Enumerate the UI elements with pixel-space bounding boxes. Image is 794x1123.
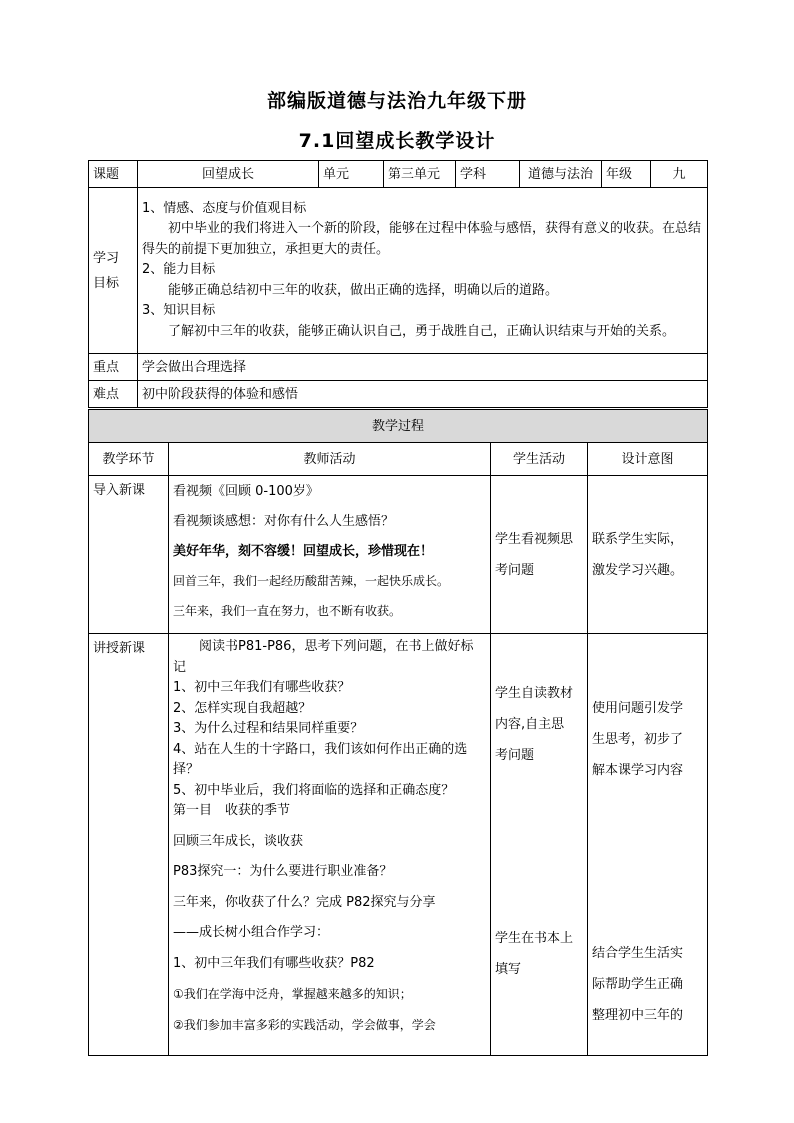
lecture-s8: ②我们参加丰富多彩的实践活动，学会做事，学会 xyxy=(173,1017,436,1032)
intro-t3: 美好年华，刻不容缓！回望成长，珍惜现在！ xyxy=(173,544,434,559)
process-title-row xyxy=(89,410,708,443)
difficult-point-value: 初中阶段获得的体验和感悟 xyxy=(138,381,708,408)
col-header-teacher: 教师活动 xyxy=(169,443,491,476)
topic-label: 课题 xyxy=(89,161,138,188)
intro-intent-l1: 联系学生实际， xyxy=(592,531,684,547)
process-title: 教学过程 xyxy=(89,410,708,443)
goal-2-title: 2、能力目标 xyxy=(142,262,216,278)
intro-t2: 看视频谈感想：对你有什么人生感悟？ xyxy=(173,514,395,529)
intro-student xyxy=(491,476,588,634)
lecture-intent-b1: 结合学生生活实 xyxy=(592,946,684,961)
document-subtitle: 7.1回望成长教学设计 xyxy=(298,130,496,152)
lecture-s4: 三年来，你收获了什么？完成 P82探究与分享 xyxy=(173,894,436,910)
lecture-student-a1: 学生自读教材 xyxy=(495,686,574,701)
lecture-s7: ①我们在学海中泛舟，掌握越来越多的知识； xyxy=(173,987,412,1001)
goals-label xyxy=(89,188,138,354)
lecture-row xyxy=(89,634,708,1056)
intro-intent-l2: 激发学习兴趣。 xyxy=(592,562,684,578)
info-row xyxy=(89,161,708,188)
difficult-point-label: 难点 xyxy=(89,381,138,408)
goals-label-line2: 目标 xyxy=(93,275,120,291)
subject-label: 学科 xyxy=(456,161,520,188)
lecture-q2: 2、怎样实现自我超越？ xyxy=(173,700,312,716)
lecture-s2: 回顾三年成长，谈收获 xyxy=(173,833,304,849)
lecture-teacher xyxy=(169,634,491,1056)
lecture-t1: 阅读书P81-P86，思考下列问题，在书上做好标记 xyxy=(173,639,474,675)
intro-teacher xyxy=(169,476,491,634)
lecture-s5: ——成长树小组合作学习： xyxy=(173,925,330,940)
lecture-student xyxy=(491,634,588,1056)
intro-t5: 三年来，我们一直在努力，也不断有收获。 xyxy=(173,604,402,618)
goals-row xyxy=(89,188,708,354)
document-title: 部编版道德与法治九年级下册 xyxy=(266,90,527,112)
lecture-q4: 4、站在人生的十字路口，我们该如何作出正确的选择？ xyxy=(173,741,468,777)
lecture-q1: 1、初中三年我们有哪些收获？ xyxy=(173,680,351,695)
lecture-intent-a3: 解本课学习内容 xyxy=(592,763,684,778)
intro-student-l1: 学生看视频思 xyxy=(495,531,574,547)
lecture-student-a3: 考问题 xyxy=(495,748,535,763)
lecture-stage: 讲授新课 xyxy=(89,634,169,1056)
goals-content xyxy=(138,188,708,354)
key-point-label: 重点 xyxy=(89,354,138,381)
goal-3-title: 3、知识目标 xyxy=(142,303,216,319)
col-header-intent: 设计意图 xyxy=(588,443,708,476)
goal-3-text: 了解初中三年的收获，能够正确认识自己，勇于战胜自己，正确认识结束与开始的关系。 xyxy=(168,323,676,339)
process-table xyxy=(88,409,708,1056)
lecture-q3: 3、为什么过程和结果同样重要？ xyxy=(173,721,364,736)
info-table xyxy=(88,160,708,408)
col-header-stage: 教学环节 xyxy=(89,443,169,476)
difficult-point-row xyxy=(89,381,708,408)
unit-value: 第三单元 xyxy=(384,161,456,188)
lecture-intent-a1: 使用问题引发学 xyxy=(592,701,684,716)
lecture-intent-b2: 际帮助学生正确 xyxy=(592,977,684,992)
goal-1-text: 初中毕业的我们将进入一个新的阶段，能够在过程中体验与感悟，获得有意义的收获。在总结得失的前提下更加独立，承担更大的责任。 xyxy=(142,221,702,257)
lecture-s6: 1、初中三年我们有哪些收获？P82 xyxy=(173,955,375,971)
process-header-row xyxy=(89,443,708,476)
lecture-s1: 第一目 收获的季节 xyxy=(173,803,291,818)
topic-value: 回望成长 xyxy=(138,161,319,188)
intro-stage: 导入新课 xyxy=(89,476,169,634)
subject-value: 道德与法治 xyxy=(520,161,602,188)
lecture-intent-a2: 生思考，初步了 xyxy=(592,732,684,747)
intro-student-l2: 考问题 xyxy=(495,562,535,578)
unit-label: 单元 xyxy=(319,161,384,188)
goal-1-title: 1、情感、态度与价值观目标 xyxy=(142,200,307,216)
lecture-intent xyxy=(588,634,708,1056)
lecture-student-a2: 内容,自主思 xyxy=(495,717,565,732)
grade-label: 年级 xyxy=(602,161,651,188)
col-header-student: 学生活动 xyxy=(491,443,588,476)
intro-row xyxy=(89,476,708,634)
intro-intent xyxy=(588,476,708,634)
goals-label-line1: 学习 xyxy=(93,250,120,266)
intro-t1: 看视频《回顾 0-100岁》 xyxy=(173,484,319,499)
intro-t4: 回首三年，我们一起经历酸甜苦辣，一起快乐成长。 xyxy=(173,574,450,588)
lecture-s3: P83探究一：为什么要进行职业准备？ xyxy=(173,864,393,879)
grade-value: 九 xyxy=(651,161,708,188)
lecture-q5: 5、初中毕业后，我们将面临的选择和正确态度？ xyxy=(173,782,455,798)
lecture-intent-b3: 整理初中三年的 xyxy=(592,1008,684,1023)
key-point-value: 学会做出合理选择 xyxy=(138,354,708,381)
lecture-student-b2: 填写 xyxy=(495,962,522,977)
goal-2-text: 能够正确总结初中三年的收获，做出正确的选择，明确以后的道路。 xyxy=(168,282,559,298)
key-point-row xyxy=(89,354,708,381)
lecture-student-b1: 学生在书本上 xyxy=(495,931,574,946)
